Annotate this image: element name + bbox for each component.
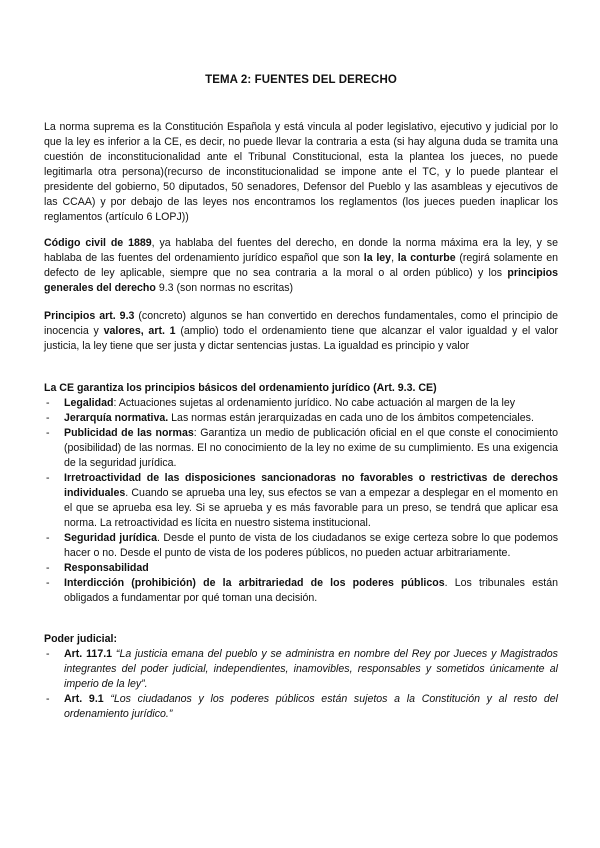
- page-title: TEMA 2: FUENTES DEL DERECHO: [205, 74, 397, 86]
- list-item: - Publicidad de las normas: Garantiza un medio de publicación oficial en el que conste el conocimiento (posibilidad) de las normas. El no conocimiento de la ley no exime de su cumplimiento. Es una exigencia de la seguridad jurídica.: [46, 427, 558, 469]
- la-ley-term: la ley: [363, 252, 392, 264]
- list-item: - Responsabilidad: [46, 562, 149, 574]
- principios-generales-term: principios generales del derecho: [44, 267, 558, 294]
- codigo-civil-paragraph: Código civil de 1889, ya hablaba del fuentes del derecho, en donde la norma máxima era la ley, y se hablaba de las fuentes del ordenamiento jurídico español que son la ley, la conturbe (regirá solamente en defecto de ley aplicable, siempre que no sea contraria a la moral o al orden público) y los principios generales del derecho 9.3 (son normas no escritas): [44, 237, 559, 294]
- list-item: - Jerarquía normativa. Las normas están jerarquizadas en cada uno de los ámbitos competenciales.: [46, 412, 534, 424]
- list-item: - Interdicción (prohibición) de la arbitrariedad de los poderes públicos. Los tribunales están obligados a fundamentar por qué toman una decisión.: [46, 577, 558, 604]
- list-item: - Irretroactividad de las disposiciones sancionadoras no favorables o restrictivas de derechos individuales. Cuando se aprueba una ley, sus efectos se van a empezar a desplegar en el momento en el que se aprueba esa ley. Si se aprueba y es más favorable para un preso, se tendrá que aplicar esa norma. La retroactividad es lícita en nuestro sistema institucional.: [46, 472, 558, 529]
- ce-principles-section: [44, 381, 558, 606]
- codigo-civil-term: Código civil de 1889: [44, 237, 152, 249]
- list-item: - Art. 117.1 “La justicia emana del pueblo y se administra en nombre del Rey por Jueces y Magistrados integrantes del poder judicial, independientes, inamovibles, responsables y sometidos únicamente al imperio de la ley”.: [46, 648, 558, 690]
- list-item: - Legalidad: Actuaciones sujetas al ordenamiento jurídico. No cabe actuación al margen de la ley: [46, 397, 516, 409]
- conturbe-term: la conturbe: [397, 252, 456, 264]
- ce-heading: La CE garantiza los principios básicos del ordenamiento jurídico (Art. 9.3. CE): [44, 382, 437, 394]
- intro-paragraph: La norma suprema es la Constitución Española y está vincula al poder legislativo, ejecutivo y judicial por lo que la ley es inferior a la CE, es decir, no puede llevar la contraria a esta (si hay alguna duda se tramita una cuestión de inconstitucionalidad ante el Tribunal Constitucional, esta la plantea los jueces, no puede legitimarla otra persona)(recurso de inconstitucionalidad se impone ante el TC, y lo puede plantear el presidente del gobierno, 50 diputados, 50 senadores, Defensor del Pueblo y las asambleas y ejecutivos de las CCAA) y por debajo de las leyes nos encontramos los reglamentos (los jueces pueden inaplicar los reglamentos (artículo 6 LOPJ)): [44, 121, 558, 223]
- list-item: - Art. 9.1 “Los ciudadanos y los poderes públicos están sujetos a la Constitución y al resto del ordenamiento jurídico.”: [46, 693, 558, 720]
- poder-judicial-section: [44, 632, 558, 722]
- list-item: - Seguridad jurídica. Desde el punto de vista de los ciudadanos se exige certeza sobre lo que podemos hacer o no. Desde el punto de vista de los poderes públicos, no pueden actuar arbitrariamente.: [46, 532, 559, 559]
- principios-term: Principios art. 9.3: [44, 310, 135, 322]
- poder-judicial-heading: Poder judicial:: [44, 633, 117, 645]
- valores-term: valores, art. 1: [103, 325, 176, 337]
- principios-paragraph: Principios art. 9.3 (concreto) algunos se han convertido en derechos fundamentales, como el principio de inocencia y valores, art. 1 (amplio) todo el ordenamiento tiene que alcanzar el valor igualdad y el valor justicia, la ley tiene que ser justa y dictar sentencias justas. La igualdad es principio y valor: [44, 310, 559, 352]
